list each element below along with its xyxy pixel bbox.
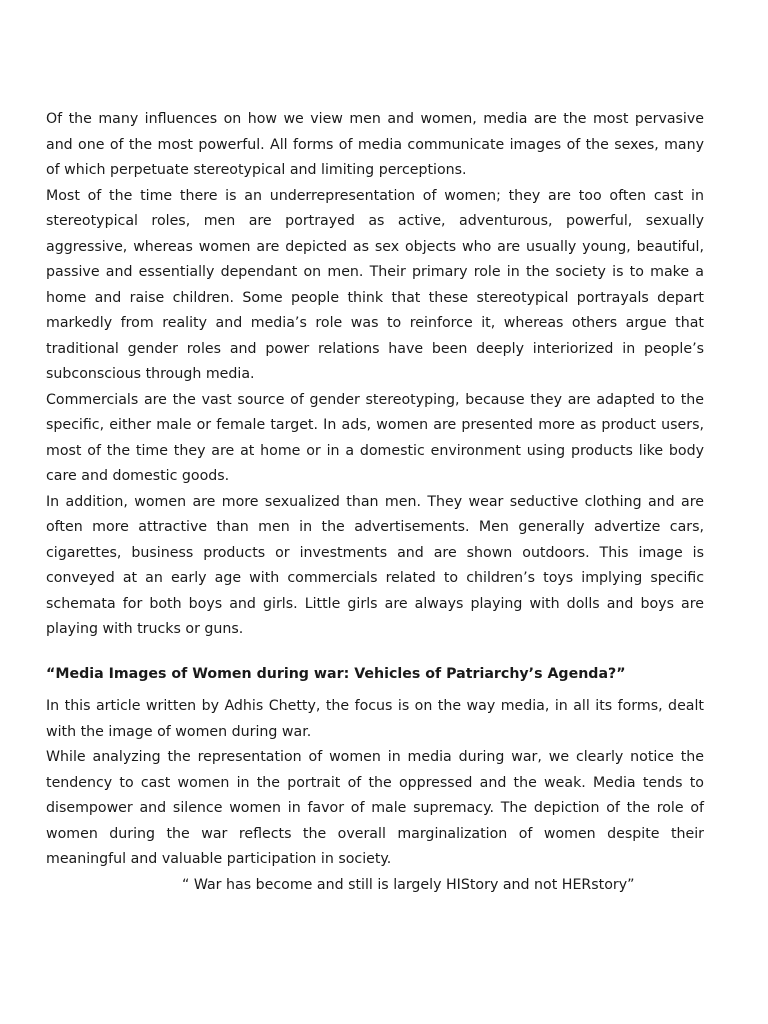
paragraph-sexualization: In addition, women are more sexualized than men. They wear seductive clothing and are often more attractive than men in the advertisements. Men generally advertize cars, cigarettes, business products or investments and are shown outdoors. This image is conveyed at an early age with commercials related to children’s toys implying specific schemata for both boys and girls. Little girls are always playing with dolls and boys are playing with trucks or guns. <box>46 493 704 637</box>
paragraph-media-influences: Of the many influences on how we view men and women, media are the most pervasive and one of the most powerful. All forms of media communicate images of the sexes, many of which perpetuate stereotypical and limiting perceptions. <box>46 111 704 178</box>
closing-quote: “ War has become and still is largely HIStory and not HERstory” <box>182 876 635 893</box>
article-heading: “Media Images of Women during war: Vehicles of Patriarchy’s Agenda?” <box>46 665 626 682</box>
paragraph-commercials: Commercials are the vast source of gender stereotyping, because they are adapted to the specific, either male or female target. In ads, women are presented more as product users, most of the time they are at home or in a domestic environment using products like body care and domestic goods. <box>46 391 704 484</box>
paragraph-underrepresentation: Most of the time there is an underrepresentation of women; they are too often cast in stereotypical roles, men are portrayed as active, adventurous, powerful, sexually aggressive, whereas women are depicted as sex objects who are usually young, beautiful, passive and essentially dependant on men. Their primary role in the society is to make a home and raise children. Some people think that these stereotypical portrayals depart markedly from reality and media’s role was to reinforce it, whereas others argue that traditional gender roles and power relations have been deeply interiorized in people’s subconscious through media. <box>46 187 704 382</box>
document-page <box>46 107 704 898</box>
paragraph-article-intro: In this article written by Adhis Chetty, the focus is on the way media, in all its forms, dealt with the image of women during war. <box>46 698 704 740</box>
paragraph-war-representation: While analyzing the representation of women in media during war, we clearly notice the tendency to cast women in the portrait of the oppressed and the weak. Media tends to disempower and silence women in favor of male supremacy. The depiction of the role of women during the war reflects the overall marginalization of women despite their meaningful and valuable participation in society. <box>46 749 704 867</box>
